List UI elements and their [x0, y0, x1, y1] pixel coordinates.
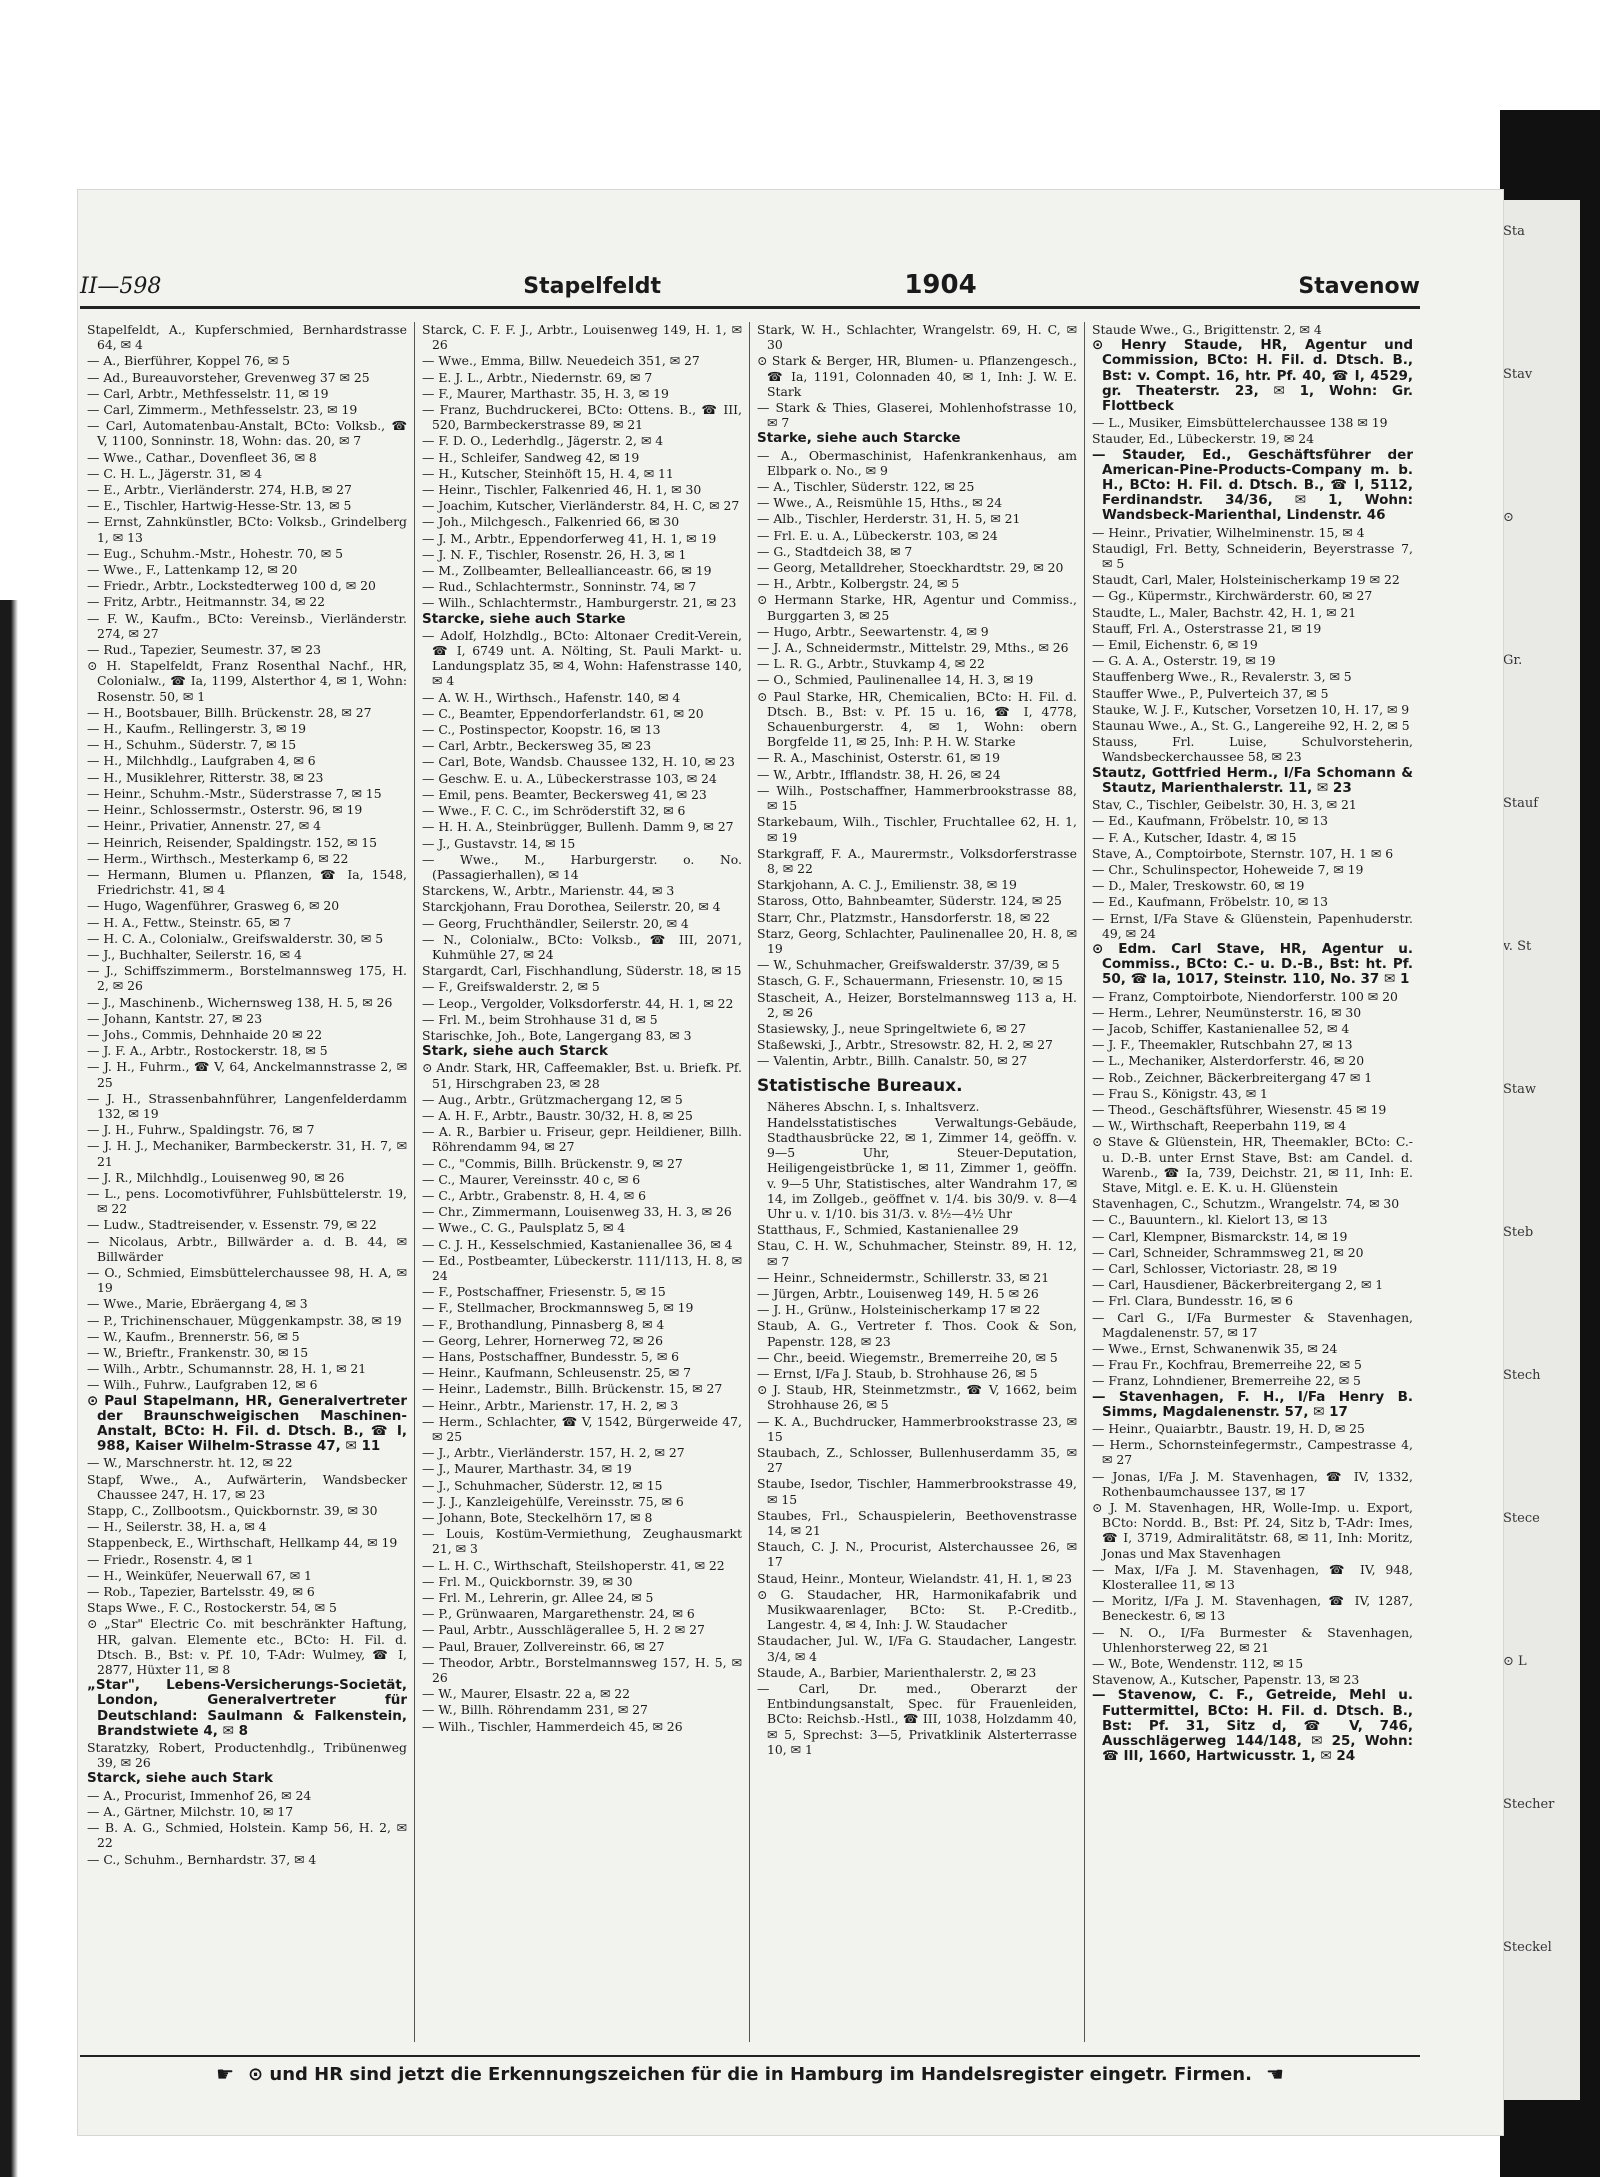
directory-entry: — Heinr., Privatier, Wilhelminenstr. 15, ✉ 4 [1092, 524, 1365, 540]
directory-entry: — N. O., I/Fa Burmester & Stavenhagen, Uhlenhorsterweg 22, ✉ 21 [1092, 1624, 1413, 1655]
directory-entry: — H., Kaufm., Rellingerstr. 3, ✉ 19 [87, 721, 307, 737]
directory-entry: — Franz, Lohndiener, Bremerreihe 22, ✉ 5 [1092, 1373, 1361, 1389]
directory-entry: — A., Tischler, Süderstr. 122, ✉ 25 [757, 479, 975, 495]
directory-entry: — H., Schleifer, Sandweg 42, ✉ 19 [422, 449, 640, 465]
directory-entry: — J. M., Arbtr., Eppendorferweg 41, H. 1, ✉ 19 [422, 530, 717, 546]
directory-entry: Staratzky, Robert, Productenhdlg., Tribünenweg 39, ✉ 26 [87, 1740, 407, 1771]
directory-entry: — H., Arbtr., Kolbergstr. 24, ✉ 5 [757, 576, 960, 592]
directory-entry: — Ed., Kaufmann, Fröbelstr. 10, ✉ 13 [1092, 894, 1329, 910]
directory-entry: — Leop., Vergolder, Volksdorferstr. 44, H. 1, ✉ 22 [422, 995, 734, 1011]
directory-entry: — J., Schuhmacher, Süderstr. 12, ✉ 15 [422, 1477, 663, 1493]
directory-entry: Stavenow, A., Kutscher, Papenstr. 13, ✉ 23 [1092, 1672, 1360, 1688]
directory-entry: Statistische Bureaux. [757, 1075, 963, 1096]
directory-entry: Starz, Georg, Schlachter, Paulinenallee 20, H. 8, ✉ 19 [757, 925, 1077, 956]
directory-entry: Staud, Heinr., Monteur, Wielandstr. 41, H. 1, ✉ 23 [757, 1570, 1072, 1586]
directory-entry: Starischke, Joh., Bote, Langergang 83, ✉ 3 [422, 1027, 692, 1043]
directory-entry: — W., Arbtr., Ifflandstr. 38, H. 26, ✉ 24 [757, 766, 1001, 782]
directory-entry: Stauder, Ed., Lübeckerstr. 19, ✉ 24 [1092, 431, 1315, 447]
adjacent-page-text: Stav [1503, 367, 1533, 382]
directory-entry: — Johann, Kantstr. 27, ✉ 23 [87, 1010, 263, 1026]
directory-entry: — C., "Commis, Billh. Brückenstr. 9, ✉ 27 [422, 1155, 683, 1171]
directory-entry: — Stavenhagen, F. H., I/Fa Henry B. Simms, Magdalenenstr. 57, ✉ 17 [1092, 1388, 1413, 1420]
directory-entry: — Theod., Geschäftsführer, Wiesenstr. 45 ✉ 19 [1092, 1101, 1387, 1117]
directory-entry: — Friedr., Arbtr., Lockstedterweg 100 d, ✉ 20 [87, 578, 376, 594]
directory-entry: — Frau S., Königstr. 43, ✉ 1 [1092, 1085, 1268, 1101]
adjacent-page-text: Steb [1503, 1225, 1534, 1240]
directory-entry: — P., Grünwaaren, Margarethenstr. 24, ✉ 6 [422, 1606, 695, 1622]
directory-entry: — L. H. C., Wirthschaft, Steilshoperstr. 41, ✉ 22 [422, 1557, 725, 1573]
directory-entry: — J. A., Schneidermstr., Mittelstr. 29, Mths., ✉ 26 [757, 640, 1069, 656]
directory-entry: — Ernst, I/Fa Stave & Glüenstein, Papenhuderstr. 49, ✉ 24 [1092, 910, 1413, 941]
directory-entry: — Franz, Buchdruckerei, BCto: Ottens. B., ☎ III, 520, Barmbeckerstrasse 89, ✉ 21 [422, 402, 742, 433]
directory-entry: Starckjohann, Frau Dorothea, Seilerstr. 20, ✉ 4 [422, 899, 721, 915]
directory-entry: — H., Weinküfer, Neuerwall 67, ✉ 1 [87, 1567, 312, 1583]
directory-entry: — H. H. A., Steinbrügger, Bullenh. Damm 9, ✉ 27 [422, 819, 734, 835]
directory-entry: — Hermann, Blumen u. Pflanzen, ☎ Ia, 1548, Friedrichstr. 41, ✉ 4 [87, 866, 407, 898]
directory-entry: Statthaus, F., Schmied, Kastanienallee 29 [757, 1222, 1019, 1238]
directory-entry: — Emil, pens. Beamter, Beckersweg 41, ✉ 23 [422, 786, 707, 802]
directory-entry: — J., Buchhalter, Seilerstr. 16, ✉ 4 [87, 946, 302, 962]
directory-entry: — A. H. F., Arbtr., Baustr. 30/32, H. 8, ✉ 25 [422, 1107, 693, 1123]
directory-entry: — Georg, Fruchthändler, Seilerstr. 20, ✉ 4 [422, 915, 689, 931]
directory-entry: — Johs., Commis, Dehnhaide 20 ✉ 22 [87, 1026, 323, 1042]
directory-entry: Stark, siehe auch Starck [422, 1043, 608, 1060]
directory-entry: — Wwe., F. C. C., im Schröderstift 32, ✉ 6 [422, 803, 686, 819]
directory-entry: — Stavenow, C. F., Getreide, Mehl u. Futtermittel, BCto: H. Fil. d. Dtsch. B., Bst: Pf. 31, Sitz d, ☎ V, 746, Ausschlägerweg 144/148, ✉ 25, Wohn: ☎ III, 1660, Hartwicusstr. 1, ✉ 24 [1092, 1687, 1413, 1765]
directory-entry: — Ed., Postbeamter, Lübeckerstr. 111/113, H. 8, ✉ 24 [422, 1252, 742, 1283]
directory-entry: — J., Schiffszimmerm., Borstelmannsweg 175, H. 2, ✉ 26 [87, 963, 407, 994]
directory-entry: Stauff, Frl. A., Osterstrasse 21, ✉ 19 [1092, 620, 1322, 636]
directory-entry: — Frl. Clara, Bundesstr. 16, ✉ 6 [1092, 1293, 1294, 1309]
directory-entry: ⊙ J. M. Stavenhagen, HR, Wolle-Imp. u. Export, BCto: Nordd. B., Bst: Pf. 24, Sitz b, T-Adr: Imes, ☎ I, 3719, Admiralitätstr. 68, ✉ 11, Inh: Moritz, Jonas und Max Stavenhagen [1092, 1500, 1413, 1561]
directory-entry: — Wilh., Fuhrw., Laufgraben 12, ✉ 6 [87, 1377, 318, 1393]
directory-entry: — J. H., Strassenbahnführer, Langenfelderdamm 132, ✉ 19 [87, 1090, 407, 1121]
directory-entry: ⊙ Stark & Berger, HR, Blumen- u. Pflanzengesch., ☎ Ia, 1191, Colonnaden 40, ✉ 1, Inh: J. W. E. Stark [757, 353, 1077, 399]
directory-entry: — Hugo, Arbtr., Seewartenstr. 4, ✉ 9 [757, 623, 989, 639]
directory-entry: — W., Brieftr., Frankenstr. 30, ✉ 15 [87, 1345, 309, 1360]
directory-entry: ⊙ Paul Starke, HR, Chemicalien, BCto: H. Fil. d. Dtsch. B., Bst: v. Pf. 15 u. 16, ☎ I, 4778, Schauenburgerstr. 4, ✉ 1, Wohn: obern Borgfelde 11, ✉ 25, Inh: P. H. W. Starke [757, 688, 1077, 750]
directory-entry: — W., Bote, Wendenstr. 112, ✉ 15 [1092, 1656, 1304, 1672]
directory-entry: — Ernst, I/Fa J. Staub, b. Strohhause 26, ✉ 5 [757, 1366, 1038, 1381]
directory-entry: — Frl. M., Quickbornstr. 39, ✉ 30 [422, 1573, 633, 1589]
directory-entry: — Ed., Kaufmann, Fröbelstr. 10, ✉ 13 [1092, 813, 1329, 829]
directory-entry: — Herm., Schornsteinfegermstr., Campestrasse 4, ✉ 27 [1092, 1437, 1413, 1468]
directory-entry: — Nicolaus, Arbtr., Billwärder a. d. B. 44, ✉ Billwärder [87, 1233, 407, 1264]
directory-entry: — W., Billh. Röhrendamm 231, ✉ 27 [422, 1702, 648, 1718]
directory-entry: Staross, Otto, Bahnbeamter, Süderstr. 124, ✉ 25 [757, 893, 1062, 909]
directory-entry: — W., Schuhmacher, Greifswalderstr. 37/39, ✉ 5 [757, 957, 1060, 973]
right-headword: Stavenow [1298, 274, 1420, 299]
directory-entry: — E., Tischler, Hartwig-Hesse-Str. 13, ✉ 5 [87, 498, 352, 514]
directory-entry: — Herm., Wirthsch., Mesterkamp 6, ✉ 22 [87, 850, 349, 866]
directory-entry: — F. A., Kutscher, Idastr. 4, ✉ 15 [1092, 829, 1297, 845]
directory-entry: — Wwe., Ernst, Schwanenwik 35, ✉ 24 [1092, 1341, 1338, 1356]
directory-entry: — F., Postschaffner, Friesenstr. 5, ✉ 15 [422, 1284, 666, 1300]
directory-entry: — Paul, Brauer, Zollvereinstr. 66, ✉ 27 [422, 1638, 665, 1654]
adjacent-page-fragment [1500, 200, 1580, 2100]
directory-entry: — Gg., Küpermstr., Kirchwärderstr. 60, ✉ 27 [1092, 588, 1373, 604]
directory-entry: — H., Bootsbauer, Billh. Brückenstr. 28, ✉ 27 [87, 704, 372, 720]
adjacent-page-text: Gr. [1503, 653, 1523, 668]
directory-entry: ⊙ H. Stapelfeldt, Franz Rosenthal Nachf., HR, Colonialw., ☎ Ia, 1199, Alsterthor 4, ✉ 1, Wohn: Rosenstr. 50, ✉ 1 [87, 658, 407, 704]
directory-entry: — L., Mechaniker, Alsterdorferstr. 46, ✉ 20 [1092, 1053, 1365, 1069]
directory-entry: — Wwe., F., Lattenkamp 12, ✉ 20 [87, 562, 298, 578]
adjacent-page-text: ⊙ [1503, 510, 1514, 525]
directory-entry: — Ludw., Stadtreisender, v. Essenstr. 79, ✉ 22 [87, 1217, 377, 1233]
directory-entry: — Wilh., Tischler, Hammerdeich 45, ✉ 26 [422, 1718, 683, 1734]
adjacent-page-text: ⊙ L [1503, 1654, 1527, 1669]
directory-entry: — F., Greifswalderstr. 2, ✉ 5 [422, 979, 600, 995]
directory-entry: — O., Schmied, Eimsbüttelerchaussee 98, H. A, ✉ 19 [87, 1264, 407, 1296]
directory-entry: — Carl, Hausdiener, Bäckerbreitergang 2, ✉ 1 [1092, 1277, 1384, 1293]
directory-entry: — A. W. H., Wirthsch., Hafenstr. 140, ✉ 4 [422, 689, 681, 705]
directory-entry: — Carl, Dr. med., Oberarzt der Entbindungsanstalt, Spec. für Frauenleiden, BCto: Reichsb.-Hstl., ☎ III, 1038, Holzdamm 40, ✉ 5, Sprechst: 3—5, Privatklinik Alsterterrasse 10, ✉ 1 [757, 1681, 1077, 1757]
directory-entry: — Georg, Metalldreher, Stoeckhardtstr. 29, ✉ 20 [757, 560, 1064, 576]
directory-entry: Staunau Wwe., A., St. G., Langereihe 92, H. 2, ✉ 5 [1092, 718, 1410, 734]
adjacent-page-text: Stece [1503, 1511, 1540, 1526]
directory-entry: — W., Maurer, Elsastr. 22 a, ✉ 22 [422, 1686, 631, 1702]
directory-entry: — Wwe., M., Harburgerstr. o. No. (Passagierhallen), ✉ 14 [422, 851, 742, 882]
directory-entry: — J. J., Kanzleigehülfe, Vereinsstr. 75, ✉ 6 [422, 1493, 684, 1509]
directory-entry: Staub, A. G., Vertreter f. Thos. Cook & Son, Papenstr. 128, ✉ 23 [757, 1318, 1077, 1349]
directory-entry: — Heinr., Lademstr., Billh. Brückenstr. 15, ✉ 27 [422, 1381, 723, 1397]
directory-entry: Starr, Chr., Platzmstr., Hansdorferstr. 18, ✉ 22 [757, 909, 1050, 925]
directory-entry: — Chr., beeid. Wiegemstr., Bremerreihe 20, ✉ 5 [757, 1349, 1058, 1365]
directory-entry: Stauch, C. J. N., Procurist, Alsterchaussee 26, ✉ 17 [757, 1539, 1077, 1570]
directory-entry: Starckens, W., Arbtr., Marienstr. 44, ✉ 3 [422, 883, 675, 899]
directory-entry: — A., Procurist, Immenhof 26, ✉ 24 [87, 1787, 312, 1803]
directory-entry: — C. J. H., Kesselschmied, Kastanienallee 36, ✉ 4 [422, 1236, 733, 1252]
left-headword: Stapelfeldt [523, 274, 662, 299]
directory-entry: — W., Wirthschaft, Reeperbahn 119, ✉ 4 [1092, 1118, 1347, 1134]
directory-entry: Staude, A., Barbier, Marienthalerstr. 2, ✉ 23 [757, 1664, 1037, 1680]
directory-entry: — Rob., Tapezier, Bartelsstr. 49, ✉ 6 [87, 1584, 315, 1600]
directory-entry: — H., Seilerstr. 38, H. a, ✉ 4 [87, 1519, 267, 1535]
directory-entry: — Chr., Schulinspector, Hoheweide 7, ✉ 19 [1092, 861, 1364, 877]
directory-entry: — J. H. J., Mechaniker, Barmbeckerstr. 31, H. 7, ✉ 21 [87, 1138, 407, 1169]
directory-entry: — P., Trichinenschauer, Müggenkampstr. 38, ✉ 19 [87, 1312, 402, 1328]
directory-entry: — A., Obermaschinist, Hafenkrankenhaus, am Elbpark o. No., ✉ 9 [757, 447, 1077, 478]
directory-entry: Handelsstatistisches Verwaltungs-Gebäude, Stadthausbrücke 22, ✉ 1, Zimmer 14, geöffn. v. 9—5 Uhr, Steuer-Deputation, Heiligengeistbrücke 1, ✉ 11, Zimmer 1, geöffn. v. 9—5 Uhr, Statistisches, alter Wandrahm 17, ✉ 14, im Zollgeb., geöffnet v. 1/4. bis 30/9. v. 8—4 Uhr u. v. 1/10. bis 31/3. v. 8½—4½ Uhr [767, 1114, 1077, 1221]
directory-entry: Staudte, L., Maler, Bachstr. 42, H. 1, ✉ 21 [1092, 604, 1357, 620]
directory-entry: — Max, I/Fa J. M. Stavenhagen, ☎ IV, 948, Klosterallee 11, ✉ 13 [1092, 1561, 1413, 1593]
directory-entry: — Hans, Postschaffner, Bundesstr. 5, ✉ 6 [422, 1349, 680, 1364]
directory-entry: Starck, C. F. F. J., Arbtr., Louisenweg 149, H. 1, ✉ 26 [422, 322, 742, 353]
directory-entry: — C., Beamter, Eppendorferlandstr. 61, ✉ 20 [422, 705, 704, 721]
directory-entry: — Wilh., Schlachtermstr., Hamburgerstr. 21, ✉ 23 [422, 595, 737, 611]
directory-entry: — Eug., Schuhm.-Mstr., Hohestr. 70, ✉ 5 [87, 545, 343, 561]
directory-entry: — Heinr., Privatier, Annenstr. 27, ✉ 4 [87, 818, 321, 834]
directory-entry: — Jonas, I/Fa J. M. Stavenhagen, ☎ IV, 1332, Rothenbaumchaussee 137, ✉ 17 [1092, 1468, 1413, 1499]
directory-entry: — Heinr., Schneidermstr., Schillerstr. 33, ✉ 21 [757, 1269, 1050, 1285]
directory-entry: — D., Maler, Treskowstr. 60, ✉ 19 [1092, 878, 1305, 894]
directory-entry: — Carl, Schlosser, Victoriastr. 28, ✉ 19 [1092, 1260, 1338, 1276]
directory-entry: ⊙ Andr. Stark, HR, Caffeemakler, Bst. u. Briefk. Pf. 51, Hirschgraben 23, ✉ 28 [422, 1060, 742, 1091]
page-header [80, 270, 1420, 309]
directory-entry: — Alb., Tischler, Herderstr. 31, H. 5, ✉ 21 [757, 511, 1021, 527]
directory-entry: — F., Stellmacher, Brockmannsweg 5, ✉ 19 [422, 1300, 694, 1316]
directory-entry: — Theodor, Arbtr., Borstelmannsweg 157, H. 5, ✉ 26 [422, 1654, 742, 1686]
adjacent-page-text: Sta [1503, 224, 1525, 239]
directory-entry: — Paul, Arbtr., Ausschlägerallee 5, H. 2 ✉ 27 [422, 1622, 705, 1638]
directory-entry: — J. N. F., Tischler, Rosenstr. 26, H. 3, ✉ 1 [422, 546, 687, 562]
directory-entry: — Joh., Milchgesch., Falkenried 66, ✉ 30 [422, 514, 680, 530]
adjacent-page-text: v. St [1503, 939, 1532, 954]
directory-entry: — J. F. A., Arbtr., Rostockerstr. 18, ✉ 5 [87, 1043, 328, 1059]
directory-entry: Starck, siehe auch Stark [87, 1770, 273, 1787]
directory-entry: Staudt, Carl, Maler, Holsteinischerkamp 19 ✉ 22 [1092, 572, 1400, 588]
directory-entry: — Moritz, I/Fa J. M. Stavenhagen, ☎ IV, 1287, Beneckestr. 6, ✉ 13 [1092, 1593, 1413, 1624]
directory-entry: „Star", Lebens-Versicherungs-Societät, London, Generalvertreter für Deutschland: Saulmann & Falkenstein, Brandstwiete 4, ✉ 8 [87, 1677, 407, 1739]
directory-entry: — Geschw. E. u. A., Lübeckerstrasse 103, ✉ 24 [422, 770, 717, 786]
directory-entry: — J. H., Fuhrw., Spaldingstr. 76, ✉ 7 [87, 1122, 315, 1138]
directory-entry: Stavenhagen, C., Schutzm., Wrangelstr. 74, ✉ 30 [1092, 1196, 1400, 1212]
directory-entry: — R. A., Maschinist, Osterstr. 61, ✉ 19 [757, 750, 1001, 766]
directory-entry: — H. C. A., Colonialw., Greifswalderstr. 30, ✉ 5 [87, 930, 384, 946]
directory-entry: Stav, C., Tischler, Geibelstr. 30, H. 3, ✉ 21 [1092, 797, 1357, 813]
directory-entry: Staudacher, Jul. W., I/Fa G. Staudacher, Langestr. 3/4, ✉ 4 [757, 1633, 1077, 1664]
directory-entry: — Herm., Lehrer, Neumünsterstr. 16, ✉ 30 [1092, 1004, 1362, 1020]
directory-entry: — Carl G., I/Fa Burmester & Stavenhagen, Magdalenenstr. 57, ✉ 17 [1092, 1309, 1413, 1340]
directory-entry: — F. D. O., Lederhdlg., Jägerstr. 2, ✉ 4 [422, 433, 664, 449]
directory-entry: Staudigl, Frl. Betty, Schneiderin, Beyerstrasse 7, ✉ 5 [1092, 540, 1413, 572]
directory-entry: — H. A., Fettw., Steinstr. 65, ✉ 7 [87, 914, 292, 930]
directory-entry: — Heinr., Kaufmann, Schleusenstr. 25, ✉ 7 [422, 1365, 691, 1381]
directory-entry: — Jürgen, Arbtr., Louisenweg 149, H. 5 ✉ 26 [757, 1285, 1039, 1301]
directory-entry: — Hugo, Wagenführer, Grasweg 6, ✉ 20 [87, 898, 340, 914]
pointing-hand-icon: ☛ [216, 2062, 235, 2086]
directory-entry: — Heinrich, Reisender, Spaldingstr. 152, ✉ 15 [87, 834, 378, 850]
directory-entry: — Georg, Lehrer, Hornerweg 72, ✉ 26 [422, 1332, 663, 1348]
directory-entry: — Jacob, Schiffer, Kastanienallee 52, ✉ 4 [1092, 1020, 1350, 1036]
directory-entry: Stauke, W. J. F., Kutscher, Vorsetzen 10, H. 17, ✉ 9 [1092, 701, 1410, 717]
directory-entry: Starcke, siehe auch Starke [422, 610, 626, 627]
directory-entry: Staps Wwe., F. C., Rostockerstr. 54, ✉ 5 [87, 1600, 337, 1616]
adjacent-page-text: Steckel [1503, 1940, 1552, 1955]
directory-entry: — Wilh., Postschaffner, Hammerbrookstrasse 88, ✉ 15 [757, 782, 1077, 814]
directory-entry: — H., Milchhdlg., Laufgraben 4, ✉ 6 [87, 753, 316, 769]
directory-entry: — J. F., Theemakler, Rutschbahn 27, ✉ 13 [1092, 1037, 1353, 1053]
column-3 [750, 322, 1085, 2042]
directory-entry: Stauffer Wwe., P., Pulverteich 37, ✉ 5 [1092, 685, 1329, 701]
directory-entry: — A., Gärtner, Milchstr. 10, ✉ 17 [87, 1803, 294, 1819]
column-4 [1085, 322, 1420, 2042]
directory-entry: — Wwe., Cathar., Dovenfleet 36, ✉ 8 [87, 449, 317, 465]
directory-entry: — C., Maurer, Vereinsstr. 40 c, ✉ 6 [422, 1171, 641, 1187]
directory-columns [80, 322, 1420, 2042]
directory-entry: — Aug., Arbtr., Grützmachergang 12, ✉ 5 [422, 1091, 683, 1107]
directory-entry: — J., Maurer, Marthastr. 34, ✉ 19 [422, 1461, 632, 1477]
directory-entry: — Carl, Zimmerm., Methfesselstr. 23, ✉ 19 [87, 402, 358, 418]
footer-note: ⊙ und HR sind jetzt die Erkennungszeichen für die in Hamburg im Handelsregister eingetr. Firmen. [248, 2063, 1252, 2085]
directory-entry: — Wilh., Arbtr., Schumannstr. 28, H. 1, ✉ 21 [87, 1361, 367, 1377]
directory-entry: Staude Wwe., G., Brigittenstr. 2, ✉ 4 [1092, 322, 1322, 337]
page-footer [80, 2055, 1420, 2091]
directory-entry: — Carl, Bote, Wandsb. Chaussee 132, H. 10, ✉ 23 [422, 754, 735, 770]
directory-entry: — Chr., Zimmermann, Louisenweg 33, H. 3, ✉ 26 [422, 1204, 732, 1220]
directory-entry: Stauss, Frl. Luise, Schulvorsteherin, Wandsbeckerchaussee 58, ✉ 23 [1092, 734, 1413, 765]
directory-entry: ⊙ Henry Staude, HR, Agentur und Commission, BCto: H. Fil. d. Dtsch. B., Bst: v. Compt. 16, htr. Pf. 40, ☎ I, 4529, gr. Theaterstr. 23, ✉ 1, Wohn: Gr. Flottbeck [1092, 337, 1413, 415]
directory-entry: — J. H., Fuhrm., ☎ V, 64, Anckelmannstrasse 2, ✉ 25 [87, 1059, 407, 1090]
directory-entry: — Frau Fr., Kochfrau, Bremerreihe 22, ✉ 5 [1092, 1357, 1362, 1373]
directory-entry: — J., Maschinenb., Wichernsweg 138, H. 5, ✉ 26 [87, 994, 393, 1010]
directory-entry: — Frl. M., Lehrerin, gr. Allee 24, ✉ 5 [422, 1590, 654, 1606]
directory-entry: Staube, Isedor, Tischler, Hammerbrookstrasse 49, ✉ 15 [757, 1476, 1077, 1507]
pointing-hand-icon: ☚ [1265, 2062, 1284, 2086]
directory-entry: — N., Colonialw., BCto: Volksb., ☎ III, 2071, Kuhmühle 27, ✉ 24 [422, 931, 742, 962]
directory-entry: — Louis, Kostüm-Vermiethung, Zeughausmarkt 21, ✉ 3 [422, 1526, 742, 1557]
directory-entry: — F. W., Kaufm., BCto: Vereinsb., Vierländerstr. 274, ✉ 27 [87, 610, 407, 641]
directory-entry: — L., pens. Locomotivführer, Fuhlsbüttelerstr. 19, ✉ 22 [87, 1185, 407, 1217]
column-2 [415, 322, 750, 2042]
directory-entry: Stappenbeck, E., Wirthschaft, Hellkamp 44, ✉ 19 [87, 1535, 398, 1551]
directory-entry: — Rob., Zeichner, Bäckerbreitergang 47 ✉ 1 [1092, 1069, 1373, 1085]
directory-entry: — O., Schmied, Paulinenallee 14, H. 3, ✉ 19 [757, 672, 1034, 688]
directory-entry: — B. A. G., Schmied, Holstein. Kamp 56, H. 2, ✉ 22 [87, 1820, 407, 1851]
year: 1904 [904, 270, 977, 300]
directory-entry: — C., Schuhm., Bernhardstr. 37, ✉ 4 [87, 1851, 317, 1867]
directory-entry: — Ad., Bureauvorsteher, Grevenweg 37 ✉ 25 [87, 369, 370, 385]
directory-entry: Starkgraff, F. A., Maurermstr., Volksdorferstrasse 8, ✉ 22 [757, 845, 1077, 876]
directory-entry: — Wwe., Marie, Ebräergang 4, ✉ 3 [87, 1296, 308, 1312]
directory-entry: Stapf, Wwe., A., Aufwärterin, Wandsbecker Chaussee 247, H. 17, ✉ 23 [87, 1471, 407, 1502]
directory-entry: Stautz, Gottfried Herm., I/Fa Schomann & Stautz, Marienthalerstr. 11, ✉ 23 [1092, 764, 1413, 796]
directory-entry: Stargardt, Carl, Fischhandlung, Süderstr. 18, ✉ 15 [422, 963, 742, 979]
directory-entry: Staßewski, J., Arbtr., Stresowstr. 82, H. 2, ✉ 27 [757, 1037, 1053, 1053]
directory-entry: — W., Marschnerstr. ht. 12, ✉ 22 [87, 1455, 293, 1471]
directory-entry: — Carl, Schneider, Schrammsweg 21, ✉ 20 [1092, 1244, 1364, 1260]
directory-entry: Stapp, C., Zollbootsm., Quickbornstr. 39, ✉ 30 [87, 1503, 378, 1519]
directory-entry: Stasch, G. F., Schauermann, Friesenstr. 10, ✉ 15 [757, 973, 1063, 989]
directory-entry: — H., Kutscher, Steinhöft 15, H. 4, ✉ 11 [422, 465, 674, 481]
directory-entry: — Adolf, Holzhdlg., BCto: Altonaer Credit-Verein, ☎ I, 6749 unt. A. Nölting, St. Pauli Markt- u. Landungsplatz 35, ✉ 4, Wohn: Hafenstrasse 140, ✉ 4 [422, 627, 742, 689]
directory-entry: — J. H., Grünw., Holsteinischerkamp 17 ✉ 22 [757, 1302, 1041, 1318]
directory-entry: — Heinr., Arbtr., Marienstr. 17, H. 2, ✉ 3 [422, 1397, 679, 1413]
directory-entry: Stave, A., Comptoirbote, Sternstr. 107, H. 1 ✉ 6 [1092, 845, 1394, 861]
directory-entry: — E. J. L., Arbtr., Niedernstr. 69, ✉ 7 [422, 369, 653, 385]
directory-entry: — Carl, Klempner, Bismarckstr. 14, ✉ 19 [1092, 1228, 1348, 1244]
directory-entry: — Wwe., Emma, Billw. Neuedeich 351, ✉ 27 [422, 353, 700, 369]
directory-entry: — Wwe., C. G., Paulsplatz 5, ✉ 4 [422, 1220, 626, 1236]
directory-entry: — L., Musiker, Eimsbüttelerchaussee 138 ✉ 19 [1092, 415, 1388, 431]
directory-entry: — H., Musiklehrer, Ritterstr. 38, ✉ 23 [87, 769, 324, 785]
directory-entry: Stau, C. H. W., Schuhmacher, Steinstr. 89, H. 12, ✉ 7 [757, 1238, 1077, 1269]
directory-entry: — Carl, Arbtr., Methfesselstr. 11, ✉ 19 [87, 385, 329, 401]
directory-entry: Näheres Abschn. I, s. Inhaltsverz. [767, 1098, 980, 1114]
directory-entry: — J., Gustavstr. 14, ✉ 15 [422, 835, 576, 851]
directory-entry: — Emil, Eichenstr. 6, ✉ 19 [1092, 637, 1258, 653]
directory-entry: — E., Arbtr., Vierländerstr. 274, H.B, ✉ 27 [87, 482, 352, 498]
directory-entry: — K. A., Buchdrucker, Hammerbrookstrasse 23, ✉ 15 [757, 1413, 1077, 1444]
directory-entry: — C., Bauuntern., kl. Kielort 13, ✉ 13 [1092, 1212, 1328, 1228]
directory-entry: — G. A. A., Osterstr. 19, ✉ 19 [1092, 653, 1276, 669]
column-1 [80, 322, 415, 2042]
directory-entry: — Heinr., Schuhm.-Mstr., Süderstrasse 7, ✉ 15 [87, 785, 382, 801]
directory-entry: — C., Postinspector, Koopstr. 16, ✉ 13 [422, 722, 661, 738]
directory-entry: — G., Stadtdeich 38, ✉ 7 [757, 543, 913, 559]
directory-entry: — M., Zollbeamter, Belleallianceastr. 66, ✉ 19 [422, 563, 712, 579]
directory-entry: — Wwe., A., Reismühle 15, Hths., ✉ 24 [757, 495, 1003, 511]
directory-entry: — C., Arbtr., Grabenstr. 8, H. 4, ✉ 6 [422, 1187, 646, 1203]
directory-entry: — Heinr., Tischler, Falkenried 46, H. 1, ✉ 30 [422, 482, 702, 498]
directory-entry: — Fritz, Arbtr., Heitmannstr. 34, ✉ 22 [87, 594, 326, 610]
directory-entry: — L. R. G., Arbtr., Stuvkamp 4, ✉ 22 [757, 656, 985, 672]
directory-entry: — Rud., Tapezier, Seumestr. 37, ✉ 23 [87, 642, 321, 658]
directory-entry: — Valentin, Arbtr., Billh. Canalstr. 50, ✉ 27 [757, 1053, 1028, 1069]
directory-entry: — Carl, Arbtr., Beckersweg 35, ✉ 23 [422, 738, 652, 754]
directory-entry: Starke, siehe auch Starcke [757, 430, 961, 447]
directory-entry: — C. H. L., Jägerstr. 31, ✉ 4 [87, 465, 263, 481]
directory-entry: Stark, W. H., Schlachter, Wrangelstr. 69, H. C, ✉ 30 [757, 322, 1077, 353]
directory-entry: ⊙ Stave & Glüenstein, HR, Theemakler, BCto: C.- u. D.-B. unter Ernst Stave, Bst: am Candel. d. Warenb., ☎ Ia, 739, Deichstr. 21, ✉ 11, Inh: E. Stave, Mitgl. e. E. K. u. H. Glüenstein [1092, 1134, 1413, 1195]
directory-entry: — F., Maurer, Marthastr. 35, H. 3, ✉ 19 [422, 385, 669, 401]
directory-entry: — Carl, Automatenbau-Anstalt, BCto: Volksb., ☎ V, 1100, Sonninstr. 18, Wohn: das. 20, ✉ 7 [87, 418, 407, 449]
directory-entry: — Friedr., Rosenstr. 4, ✉ 1 [87, 1551, 254, 1567]
directory-entry: — Heinr., Schlossermstr., Osterstr. 96, ✉ 19 [87, 802, 363, 818]
adjacent-page-text: Stech [1503, 1368, 1541, 1383]
directory-entry: — Ernst, Zahnkünstler, BCto: Volksb., Grindelberg 1, ✉ 13 [87, 514, 407, 545]
directory-entry: — J. R., Milchhdlg., Louisenweg 90, ✉ 26 [87, 1169, 345, 1185]
adjacent-page-text: Stauf [1503, 796, 1539, 811]
directory-entry: — Stauder, Ed., Geschäftsführer der American-Pine-Products-Company m. b. H., BCto: H. Fil. d. Dtsch. B., ☎ I, 5112, Ferdinandstr. 34/36, ✉ 1, Wohn: Wandsbeck-Marienthal, Lindenstr. 46 [1092, 446, 1413, 524]
directory-entry: — W., Kaufm., Brennerstr. 56, ✉ 5 [87, 1328, 300, 1344]
directory-entry: — Frl. M., beim Strohhause 31 d, ✉ 5 [422, 1011, 658, 1027]
directory-entry: — Stark & Thies, Glaserei, Mohlenhofstrasse 10, ✉ 7 [757, 400, 1077, 431]
directory-entry: — Johann, Bote, Steckelhörn 17, ✉ 8 [422, 1510, 653, 1526]
directory-entry: — Rud., Schlachtermstr., Sonninstr. 74, ✉ 7 [422, 579, 697, 595]
directory-entry: ⊙ G. Staudacher, HR, Harmonikafabrik und Musikwaarenlager, BCto: St. P.-Creditb., Langestr. 4, ✉ 4, Inh: J. W. Staudacher [757, 1586, 1077, 1633]
directory-entry: Stasiewsky, J., neue Springeltwiete 6, ✉ 27 [757, 1020, 1027, 1036]
directory-entry: Staubes, Frl., Schauspielerin, Beethovenstrasse 14, ✉ 21 [757, 1507, 1077, 1539]
directory-entry: ⊙ Edm. Carl Stave, HR, Agentur u. Commiss., BCto: C.- u. D.-B., Bst: ht. Pf. 50, ☎ Ia, 1017, Steinstr. 110, No. 37 ✉ 1 [1092, 940, 1413, 988]
directory-entry: — Herm., Schlachter, ☎ V, 1542, Bürgerweide 47, ✉ 25 [422, 1413, 742, 1445]
directory-entry: ⊙ Hermann Starke, HR, Agentur und Commiss., Burggarten 3, ✉ 25 [757, 592, 1077, 623]
directory-entry: — Heinr., Quaiarbtr., Baustr. 19, H. D, ✉ 25 [1092, 1421, 1365, 1437]
directory-entry: Stauffenberg Wwe., R., Revalerstr. 3, ✉ 5 [1092, 669, 1352, 685]
directory-entry: Stascheit, A., Heizer, Borstelmannsweg 113 a, H. 2, ✉ 26 [757, 989, 1077, 1020]
directory-entry: — Franz, Comptoirbote, Niendorferstr. 100 ✉ 20 [1092, 988, 1398, 1004]
directory-entry: — F., Brothandlung, Pinnasberg 8, ✉ 4 [422, 1316, 665, 1332]
directory-entry: Stapelfeldt, A., Kupferschmied, Bernhardstrasse 64, ✉ 4 [87, 322, 407, 353]
adjacent-page-text: Staw [1503, 1082, 1537, 1097]
directory-entry: — Frl. E. u. A., Lübeckerstr. 103, ✉ 24 [757, 527, 998, 543]
directory-entry: — A., Bierführer, Koppel 76, ✉ 5 [87, 353, 290, 369]
directory-entry: ⊙ „Star" Electric Co. mit beschränkter Haftung, HR, galvan. Elemente etc., BCto: H. Fil. d. Dtsch. B., Bst: v. Pf. 10, T-Adr: Wulmey, ☎ I, 2877, Hüxter 11, ✉ 8 [87, 1616, 407, 1678]
directory-entry: — Joachim, Kutscher, Vierländerstr. 84, H. C, ✉ 27 [422, 498, 740, 514]
directory-entry: ⊙ J. Staub, HR, Steinmetzmstr., ☎ V, 1662, beim Strohhause 26, ✉ 5 [757, 1382, 1077, 1413]
book-spine-shadow [0, 600, 18, 2177]
page-number: II—598 [80, 274, 162, 299]
directory-entry: — A. R., Barbier u. Friseur, gepr. Heildiener, Billh. Röhrendamm 94, ✉ 27 [422, 1124, 742, 1155]
directory-entry: ⊙ Paul Stapelmann, HR, Generalvertreter der Braunschweigischen Maschinen-Anstalt, BCto: H. Fil. d. Dtsch. B., ☎ I, 988, Kaiser Wilhelm-Strasse 47, ✉ 11 [87, 1392, 407, 1455]
directory-entry: — J., Arbtr., Vierländerstr. 157, H. 2, ✉ 27 [422, 1445, 685, 1461]
adjacent-page-text: Stecher [1503, 1797, 1555, 1812]
directory-entry: — H., Schuhm., Süderstr. 7, ✉ 15 [87, 737, 297, 753]
directory-entry: Staubach, Z., Schlosser, Bullenhuserdamm 35, ✉ 27 [757, 1445, 1077, 1476]
directory-entry: Starkjohann, A. C. J., Emilienstr. 38, ✉ 19 [757, 877, 1017, 893]
directory-entry: Starkebaum, Wilh., Tischler, Fruchtallee 62, H. 1, ✉ 19 [757, 814, 1077, 845]
